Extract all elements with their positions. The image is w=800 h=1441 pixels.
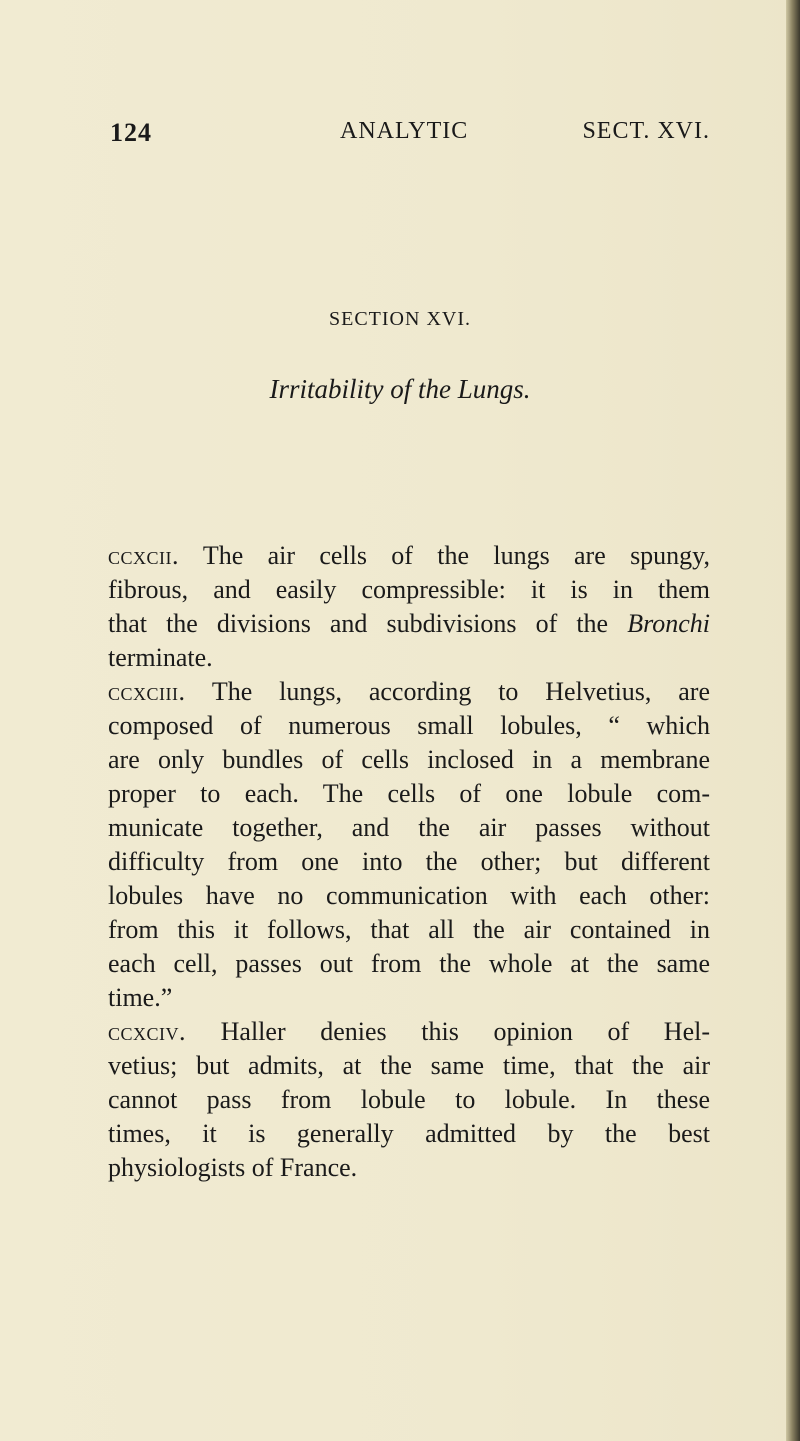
page-number: 124 [110,118,152,147]
text-line: ccxcii. The air cells of the lungs are spungy, [108,541,710,570]
text-line: times, it is generally admitted by the best [108,1119,710,1148]
text-line: lobules have no communication with each other: [108,881,710,910]
text-line: that the divisions and subdivisions of the Bronchi [108,609,710,638]
text-line: ccxciii. The lungs, according to Helvetius, are [108,677,710,706]
paragraph-number: ccxcii. [108,541,180,570]
paragraph-number: ccxciv. [108,1017,187,1046]
text-line: fibrous, and easily compressible: it is in them [108,575,710,604]
section-subtitle: Irritability of the Lungs. [269,374,531,404]
text-line: cannot pass from lobule to lobule. In these [108,1085,710,1114]
text-line: time.” [108,983,173,1012]
text-line: physiologists of France. [108,1153,358,1182]
text-line: are only bundles of cells inclosed in a membrane [108,745,710,774]
text-line: difficulty from one into the other; but different [108,847,710,876]
body-text [108,539,710,1185]
running-header [110,118,710,152]
page-edge-shadow [786,0,800,1441]
text-line: composed of numerous small lobules, “ which [108,711,710,740]
running-section: SECT. XVI. [582,118,710,144]
text-line: municate together, and the air passes without [108,813,710,842]
paragraph-number: ccxciii. [108,677,186,706]
italic-term: Bronchi [627,609,710,638]
running-title: ANALYTIC [340,118,469,144]
text-line: terminate. [108,643,213,672]
text-line: each cell, passes out from the whole at the same [108,949,710,978]
text-line: vetius; but admits, at the same time, that the air [108,1051,710,1080]
text-line: proper to each. The cells of one lobule com- [108,779,710,808]
section-heading: SECTION XVI. [329,308,471,330]
text-line: ccxciv. Haller denies this opinion of Hel- [108,1017,710,1046]
text-line: from this it follows, that all the air contained in [108,915,710,944]
